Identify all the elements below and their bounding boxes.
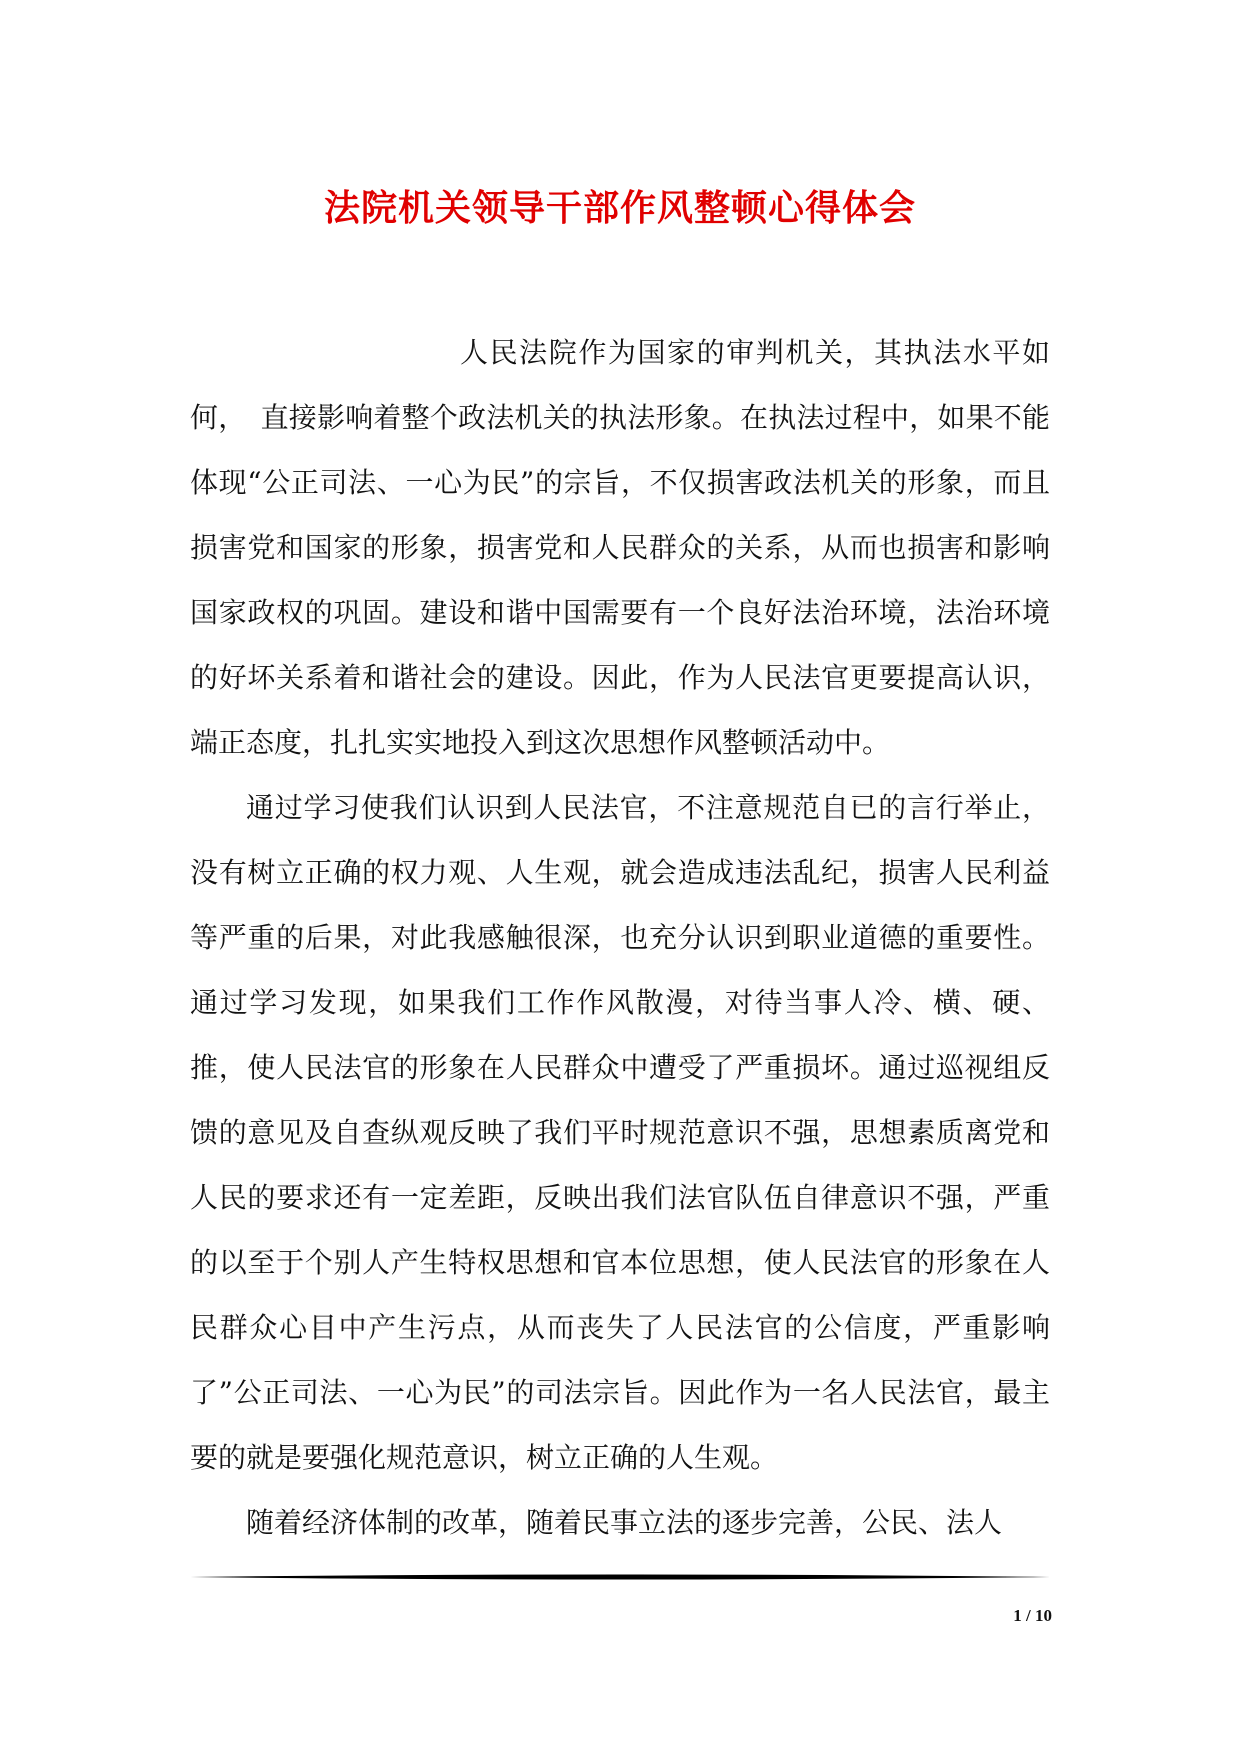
document-body	[190, 320, 1050, 1555]
footer-divider	[190, 1573, 1050, 1581]
paragraph-2: 通过学习使我们认识到人民法官，不注意规范自已的言行举止，没有树立正确的权力观、人生观，就会造成违法乱纪，损害人民利益等严重的后果，对此我感触很深，也充分认识到职业道德的重要性。通过学习发现，如果我们工作作风散漫，对待当事人冷、横、硬、推，使人民法官的形象在人民群众中遭受了严重损坏。通过巡视组反馈的意见及自查纵观反映了我们平时规范意识不强，思想素质离党和人民的要求还有一定差距，反映出我们法官队伍自律意识不强，严重的以至于个别人产生特权思想和官本位思想，使人民法官的形象在人民群众心目中产生污点，从而丧失了人民法官的公信度，严重影响了”公正司法、一心为民”的司法宗旨。因此作为一名人民法官，最主要的就是要强化规范意识，树立正确的人生观。	[190, 791, 1050, 1474]
document-title: 法院机关领导干部作风整顿心得体会	[323, 187, 916, 230]
paragraph-1: 人民法院作为国家的审判机关，其执法水平如何， 直接影响着整个政法机关的执法形象。在执法过程中，如果不能体现“公正司法、一心为民”的宗旨，不仅损害政法机关的形象，而且损害党和国家的形象，损害党和人民群众的关系，从而也损害和影响国家政权的巩固。建设和谐中国需要有一个良好法治环境，法治环境的好坏关系着和谐社会的建设。因此，作为人民法官更要提高认识，端正态度，扎扎实实地投入到这次思想作风整顿活动中。	[190, 336, 1050, 759]
page-number: 1 / 10	[1013, 1606, 1052, 1625]
paragraph-3: 随着经济体制的改革，随着民事立法的逐步完善，公民、法人	[246, 1506, 1003, 1539]
